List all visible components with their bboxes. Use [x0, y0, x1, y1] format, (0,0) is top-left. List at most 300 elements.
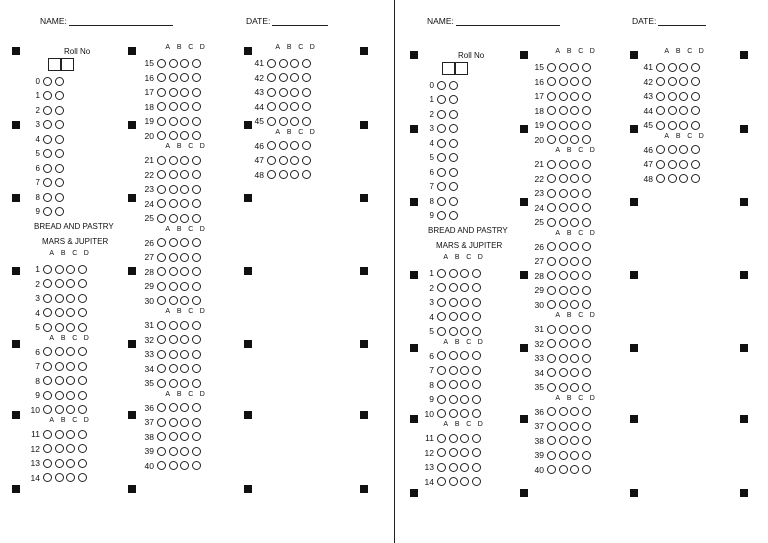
bubble-39-a[interactable] [547, 451, 556, 460]
question-number: 17 [144, 87, 154, 97]
roll-bubble[interactable] [437, 81, 446, 90]
bubble-20-a[interactable] [547, 135, 556, 144]
roll-digit: 1 [35, 91, 40, 100]
timing-mark [520, 344, 528, 352]
bubble-18-d[interactable] [582, 106, 591, 115]
bubble-13-b[interactable] [449, 463, 458, 472]
question-number: 21 [534, 159, 544, 169]
bubble-7-d[interactable] [472, 366, 481, 375]
question-number: 43 [643, 91, 653, 101]
question-row-2 [418, 281, 483, 295]
bubble-25-a[interactable] [547, 218, 556, 227]
bubble-44-a[interactable] [656, 106, 665, 115]
question-number: 25 [534, 217, 544, 227]
option-letter: C [466, 254, 472, 261]
bubble-40-b[interactable] [559, 465, 568, 474]
bubble-48-b[interactable] [668, 174, 677, 183]
question-number: 44 [254, 101, 264, 112]
bubble-33-a[interactable] [547, 354, 556, 363]
bubble-11-c[interactable] [460, 434, 469, 443]
bubble-21-d[interactable] [582, 160, 591, 169]
question-number: 15 [534, 62, 544, 72]
bubble-29-c[interactable] [570, 286, 579, 295]
bubble-43-d[interactable] [691, 92, 700, 101]
bubble-23-c[interactable] [570, 189, 579, 198]
bubble-22-d[interactable] [582, 174, 591, 183]
question-number: 22 [534, 173, 544, 184]
option-letter: B [675, 132, 681, 140]
bubble-20-b[interactable] [559, 135, 568, 144]
bubble-37-c[interactable] [570, 422, 579, 431]
question-number: 10 [30, 404, 40, 415]
bubble-13-d[interactable] [472, 463, 481, 472]
bubble-36-a[interactable] [547, 407, 556, 416]
bubble-24-d[interactable] [582, 203, 591, 212]
question-number: 47 [254, 155, 264, 165]
bubble-20-c[interactable] [570, 135, 579, 144]
option-letter: C [578, 394, 584, 402]
bubble-12-c[interactable] [460, 448, 469, 457]
option-letter: A [275, 44, 281, 51]
bubble-14-a[interactable] [437, 477, 446, 486]
bubble-15-c[interactable] [570, 63, 579, 72]
bubble-9-b[interactable] [449, 395, 458, 404]
bubble-38-c[interactable] [570, 436, 579, 445]
option-letter: A [275, 128, 281, 136]
bubble-41-b[interactable] [668, 63, 677, 72]
question-number: 35 [534, 382, 544, 392]
bubble-43-c[interactable] [679, 92, 688, 101]
bubble-33-c[interactable] [570, 354, 579, 363]
bubble-44-c[interactable] [679, 106, 688, 115]
bubble-26-a[interactable] [547, 242, 556, 251]
roll-digit: 2 [429, 109, 434, 119]
bubble-46-d[interactable] [691, 145, 700, 154]
bubble-32-c[interactable] [570, 339, 579, 348]
bubble-37-a[interactable] [547, 422, 556, 431]
bubble-38-b[interactable] [559, 436, 568, 445]
question-number: 20 [534, 134, 544, 145]
bubble-4-b[interactable] [449, 312, 458, 321]
bubble-8-b[interactable] [449, 380, 458, 389]
roll-bubble[interactable] [437, 95, 446, 104]
bubble-18-b[interactable] [559, 106, 568, 115]
bubble-47-c[interactable] [679, 160, 688, 169]
timing-mark [630, 489, 638, 497]
bubble-18-a[interactable] [547, 106, 556, 115]
roll-bubble[interactable] [449, 168, 458, 177]
bubble-48-c[interactable] [679, 174, 688, 183]
bubble-26-d[interactable] [582, 242, 591, 251]
bubble-19-b[interactable] [559, 121, 568, 130]
roll-bubble[interactable] [437, 211, 446, 220]
bubble-25-b[interactable] [559, 218, 568, 227]
question-row-9 [418, 392, 483, 406]
bubble-8-a[interactable] [437, 380, 446, 389]
question-number: 37 [534, 421, 544, 431]
bubble-12-d[interactable] [472, 448, 481, 457]
bubble-17-c[interactable] [570, 92, 579, 101]
roll-bubble[interactable] [449, 81, 458, 90]
bubble-22-c[interactable] [570, 174, 579, 183]
roll-bubble[interactable] [449, 95, 458, 104]
question-number: 25 [144, 213, 154, 223]
bubble-29-d[interactable] [582, 286, 591, 295]
roll-bubble[interactable] [449, 110, 458, 119]
bubble-46-a[interactable] [656, 145, 665, 154]
bubble-27-d[interactable] [582, 257, 591, 266]
timing-mark [740, 51, 748, 59]
bubble-36-c[interactable] [570, 407, 579, 416]
question-number: 8 [35, 375, 40, 386]
bubble-39-d[interactable] [582, 451, 591, 460]
question-row-13 [418, 460, 483, 474]
bubble-27-a[interactable] [547, 257, 556, 266]
bubble-37-d[interactable] [582, 422, 591, 431]
bubble-32-b[interactable] [559, 339, 568, 348]
roll-bubble[interactable] [437, 197, 446, 206]
bubble-45-d[interactable] [691, 121, 700, 130]
bubble-31-b[interactable] [559, 325, 568, 334]
bubble-11-d[interactable] [472, 434, 481, 443]
bubble-6-b[interactable] [449, 351, 458, 360]
bubble-26-b[interactable] [559, 242, 568, 251]
roll-bubble[interactable] [437, 124, 446, 133]
question-row-6 [418, 349, 483, 363]
roll-bubble[interactable] [449, 124, 458, 133]
bubble-25-d[interactable] [582, 218, 591, 227]
date-line[interactable] [658, 17, 706, 26]
bubble-3-d[interactable] [472, 298, 481, 307]
bubble-48-a[interactable] [656, 174, 665, 183]
bubble-17-d[interactable] [582, 92, 591, 101]
roll-bubble[interactable] [449, 211, 458, 220]
bubble-35-b[interactable] [559, 383, 568, 392]
bubble-23-d[interactable] [582, 189, 591, 198]
bubble-31-c[interactable] [570, 325, 579, 334]
option-letter: C [72, 334, 78, 342]
bubble-25-c[interactable] [570, 218, 579, 227]
bubble-47-b[interactable] [668, 160, 677, 169]
bubble-41-d[interactable] [691, 63, 700, 72]
bubble-42-b[interactable] [668, 77, 677, 86]
question-number: 5 [35, 322, 40, 332]
bubble-11-a[interactable] [437, 434, 446, 443]
bubble-38-a[interactable] [547, 436, 556, 445]
bubble-29-a[interactable] [547, 286, 556, 295]
bubble-31-d[interactable] [582, 325, 591, 334]
bubble-43-b[interactable] [668, 92, 677, 101]
bubble-28-b[interactable] [559, 271, 568, 280]
bubble-16-d[interactable] [582, 77, 591, 86]
name-line[interactable] [456, 17, 560, 26]
bubble-6-c[interactable] [460, 351, 469, 360]
bubble-12-a[interactable] [437, 448, 446, 457]
roll-bubble[interactable] [449, 197, 458, 206]
question-number: 16 [534, 76, 544, 87]
bubble-43-a[interactable] [656, 92, 665, 101]
bubble-24-a[interactable] [547, 203, 556, 212]
option-letter: A [443, 254, 449, 261]
bubble-14-b[interactable] [449, 477, 458, 486]
bubble-10-b[interactable] [449, 409, 458, 418]
roll-digit: 6 [35, 163, 40, 173]
bubble-7-b[interactable] [449, 366, 458, 375]
roll-digit: 9 [429, 211, 434, 220]
roll-digit: 8 [35, 192, 40, 202]
bubble-5-d[interactable] [472, 327, 481, 336]
option-letter: A [165, 390, 171, 398]
question-number: 40 [144, 460, 154, 471]
bubble-34-c[interactable] [570, 368, 579, 377]
bubble-17-b[interactable] [559, 92, 568, 101]
bubble-42-a[interactable] [656, 77, 665, 86]
bubble-6-d[interactable] [472, 351, 481, 360]
bubble-37-b[interactable] [559, 422, 568, 431]
bubble-7-c[interactable] [460, 366, 469, 375]
bubble-28-a[interactable] [547, 271, 556, 280]
question-row-39 [528, 448, 593, 462]
bubble-33-d[interactable] [582, 354, 591, 363]
roll-digit-row [426, 136, 460, 150]
bubble-22-a[interactable] [547, 174, 556, 183]
roll-bubble[interactable] [437, 153, 446, 162]
bubble-18-c[interactable] [570, 106, 579, 115]
bubble-21-c[interactable] [570, 160, 579, 169]
question-number: 36 [144, 402, 154, 413]
bubble-5-a[interactable] [437, 327, 446, 336]
roll-bubble[interactable] [449, 182, 458, 191]
bubble-29-b[interactable] [559, 286, 568, 295]
bubble-8-d[interactable] [472, 380, 481, 389]
bubble-15-b[interactable] [559, 63, 568, 72]
bubble-30-b[interactable] [559, 300, 568, 309]
option-letter: D [199, 308, 205, 315]
roll-digit: 5 [429, 153, 434, 162]
roll-digit: 7 [429, 182, 434, 191]
bubble-19-d[interactable] [582, 121, 591, 130]
bubble-38-d[interactable] [582, 436, 591, 445]
bubble-34-a[interactable] [547, 368, 556, 377]
question-number: 34 [144, 363, 154, 374]
question-row-29 [528, 283, 593, 297]
bubble-19-c[interactable] [570, 121, 579, 130]
bubble-24-b[interactable] [559, 203, 568, 212]
option-letter: A [555, 147, 561, 154]
question-row-16 [528, 75, 593, 89]
question-number: 14 [30, 472, 40, 483]
bubble-23-b[interactable] [559, 189, 568, 198]
option-letter: D [199, 44, 205, 51]
bubble-30-a[interactable] [547, 300, 556, 309]
question-number: 38 [534, 435, 544, 446]
bubble-2-c[interactable] [460, 283, 469, 292]
bubble-22-b[interactable] [559, 174, 568, 183]
question-row-18 [528, 104, 593, 118]
bubble-36-b[interactable] [559, 407, 568, 416]
bubble-39-b[interactable] [559, 451, 568, 460]
option-letter: B [454, 254, 460, 261]
bubble-23-a[interactable] [547, 189, 556, 198]
bubble-5-b[interactable] [449, 327, 458, 336]
bubble-28-d[interactable] [582, 271, 591, 280]
date-field[interactable] [632, 16, 706, 26]
bubble-48-d[interactable] [691, 174, 700, 183]
bubble-33-b[interactable] [559, 354, 568, 363]
question-number: 46 [643, 144, 653, 155]
option-letter: C [72, 250, 78, 257]
bubble-14-d[interactable] [472, 477, 481, 486]
option-letter: B [176, 143, 182, 150]
question-number: 44 [643, 105, 653, 116]
bubble-46-c[interactable] [679, 145, 688, 154]
bubble-8-c[interactable] [460, 380, 469, 389]
bubble-36-d[interactable] [582, 407, 591, 416]
bubble-9-c[interactable] [460, 395, 469, 404]
bubble-47-a[interactable] [656, 160, 665, 169]
bubble-40-d[interactable] [582, 465, 591, 474]
question-number: 40 [534, 464, 544, 475]
bubble-28-c[interactable] [570, 271, 579, 280]
bubble-5-c[interactable] [460, 327, 469, 336]
bubble-21-a[interactable] [547, 160, 556, 169]
bubble-3-c[interactable] [460, 298, 469, 307]
bubble-17-a[interactable] [547, 92, 556, 101]
bubble-21-b[interactable] [559, 160, 568, 169]
roll-box-2[interactable] [455, 62, 468, 75]
timing-mark [740, 198, 748, 206]
timing-mark [410, 271, 418, 279]
question-row-32 [528, 337, 593, 351]
option-letter: B [176, 308, 182, 315]
bubble-3-a[interactable] [437, 298, 446, 307]
bubble-44-b[interactable] [668, 106, 677, 115]
roll-digit-row [426, 165, 460, 179]
roll-bubble[interactable] [437, 182, 446, 191]
bubble-32-d[interactable] [582, 339, 591, 348]
bubble-47-d[interactable] [691, 160, 700, 169]
timing-mark [410, 489, 418, 497]
bubble-4-d[interactable] [472, 312, 481, 321]
question-number: 6 [429, 350, 434, 361]
bubble-27-b[interactable] [559, 257, 568, 266]
bubble-30-d[interactable] [582, 300, 591, 309]
bubble-16-a[interactable] [547, 77, 556, 86]
option-letter: C [578, 312, 584, 319]
bubble-45-b[interactable] [668, 121, 677, 130]
roll-digit: 6 [429, 167, 434, 177]
bubble-35-c[interactable] [570, 383, 579, 392]
bubble-26-c[interactable] [570, 242, 579, 251]
roll-bubble[interactable] [437, 168, 446, 177]
bubble-13-a[interactable] [437, 463, 446, 472]
bubble-44-d[interactable] [691, 106, 700, 115]
bubble-12-b[interactable] [449, 448, 458, 457]
bubble-20-d[interactable] [582, 135, 591, 144]
subject-label: BREAD AND PASTRY [428, 226, 508, 235]
bubble-4-a[interactable] [437, 312, 446, 321]
bubble-41-c[interactable] [679, 63, 688, 72]
name-field[interactable] [427, 16, 560, 26]
bubble-3-b[interactable] [449, 298, 458, 307]
question-number: 33 [534, 353, 544, 363]
question-number: 13 [424, 462, 434, 472]
question-number: 32 [534, 338, 544, 349]
roll-box-1[interactable] [442, 62, 455, 75]
bubble-13-c[interactable] [460, 463, 469, 472]
bubble-4-c[interactable] [460, 312, 469, 321]
bubble-45-a[interactable] [656, 121, 665, 130]
bubble-35-a[interactable] [547, 383, 556, 392]
bubble-1-c[interactable] [460, 269, 469, 278]
question-row-10 [418, 407, 483, 421]
bubble-2-d[interactable] [472, 283, 481, 292]
bubble-42-c[interactable] [679, 77, 688, 86]
bubble-10-a[interactable] [437, 409, 446, 418]
bubble-24-c[interactable] [570, 203, 579, 212]
bubble-1-b[interactable] [449, 269, 458, 278]
bubble-9-a[interactable] [437, 395, 446, 404]
bubble-39-c[interactable] [570, 451, 579, 460]
bubble-31-a[interactable] [547, 325, 556, 334]
option-letter: B [566, 394, 572, 402]
roll-no-boxes[interactable] [442, 62, 468, 75]
bubble-35-d[interactable] [582, 383, 591, 392]
bubble-40-c[interactable] [570, 465, 579, 474]
bubble-30-c[interactable] [570, 300, 579, 309]
roll-bubble[interactable] [437, 110, 446, 119]
bubble-16-c[interactable] [570, 77, 579, 86]
roll-bubble[interactable] [449, 139, 458, 148]
option-letters-header [440, 254, 486, 261]
bubble-42-d[interactable] [691, 77, 700, 86]
bubble-19-a[interactable] [547, 121, 556, 130]
bubble-2-b[interactable] [449, 283, 458, 292]
bubble-34-d[interactable] [582, 368, 591, 377]
timing-mark [410, 344, 418, 352]
roll-bubble[interactable] [437, 139, 446, 148]
bubble-1-a[interactable] [437, 269, 446, 278]
bubble-10-c[interactable] [460, 409, 469, 418]
bubble-46-b[interactable] [668, 145, 677, 154]
bubble-16-b[interactable] [559, 77, 568, 86]
bubble-41-a[interactable] [656, 63, 665, 72]
bubble-15-d[interactable] [582, 63, 591, 72]
bubble-11-b[interactable] [449, 434, 458, 443]
bubble-1-d[interactable] [472, 269, 481, 278]
question-number: 35 [144, 378, 154, 388]
bubble-14-c[interactable] [460, 477, 469, 486]
bubble-27-c[interactable] [570, 257, 579, 266]
bubble-7-a[interactable] [437, 366, 446, 375]
option-letter: A [49, 334, 55, 342]
option-letter: B [566, 312, 572, 319]
timing-mark [630, 415, 638, 423]
question-number: 48 [254, 169, 264, 180]
bubble-9-d[interactable] [472, 395, 481, 404]
bubble-2-a[interactable] [437, 283, 446, 292]
bubble-45-c[interactable] [679, 121, 688, 130]
bubble-6-a[interactable] [437, 351, 446, 360]
bubble-40-a[interactable] [547, 465, 556, 474]
bubble-32-a[interactable] [547, 339, 556, 348]
question-number: 17 [534, 91, 544, 101]
roll-bubble[interactable] [449, 153, 458, 162]
bubble-34-b[interactable] [559, 368, 568, 377]
bubble-15-a[interactable] [547, 63, 556, 72]
question-number: 39 [534, 450, 544, 460]
bubble-10-d[interactable] [472, 409, 481, 418]
